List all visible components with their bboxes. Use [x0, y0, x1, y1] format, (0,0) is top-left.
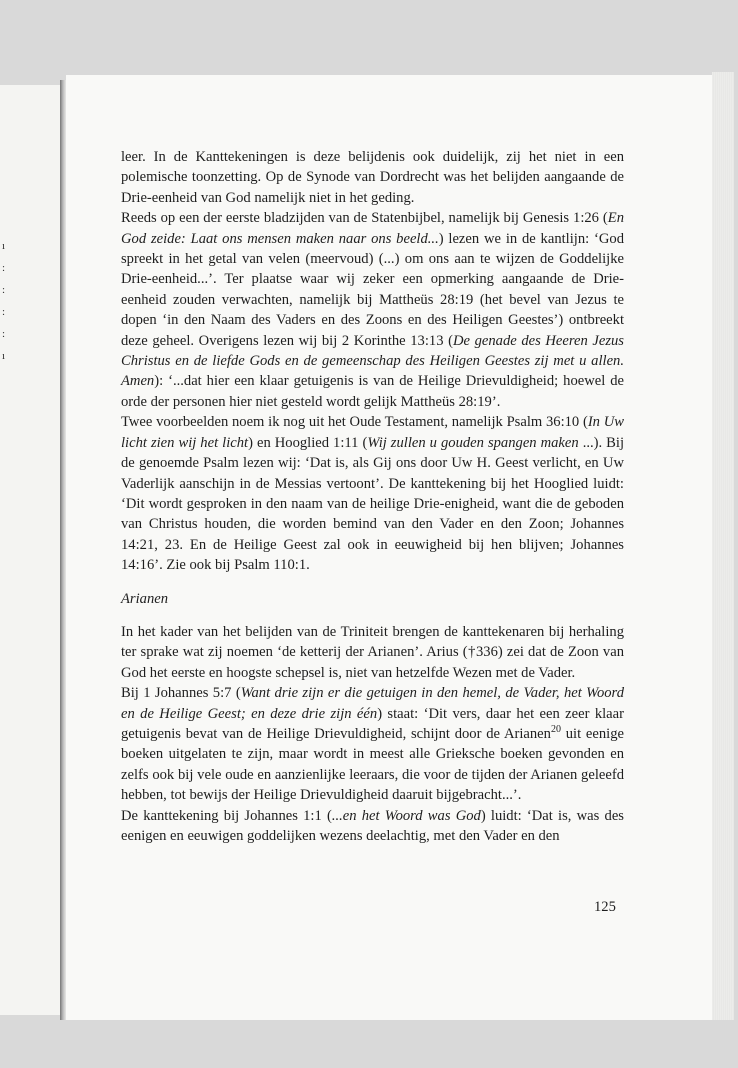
- text-run: leer. In de Kanttekeningen is deze belijdenis ook duidelijk, zij het niet in een polemische toonzetting. Op de Synode van Dordrecht was het belijden aangaande de Drie-eenheid van God namelijk niet in het geding.: [121, 149, 624, 206]
- text-run: ) en Hooglied 1:11 (: [248, 434, 368, 451]
- paragraph: [121, 683, 624, 805]
- text-run: ): ‘...dat hier een klaar getuigenis is van de Heilige Drievuldigheid; hoewel de orde der personen hier niet gesteld wordt gelijk Mattheüs 28:19’.: [121, 373, 624, 410]
- footnote-ref[interactable]: 20: [550, 724, 561, 736]
- text-run: Twee voorbeelden noem ik nog uit het Oude Testament, namelijk Psalm 36:10 (: [121, 414, 588, 431]
- text-run: ) staat: ‘Dit vers, daar het een zeer klaar getuigenis bevat van de Heilige Drievuldigheid, schijnt door de Arianen: [121, 705, 624, 742]
- text-run: De kanttekening bij Johannes 1:1 (: [121, 807, 332, 824]
- paragraph: [121, 622, 624, 683]
- italic-text: In Uw licht zien wij het licht: [121, 414, 624, 451]
- text-run: ) lezen we in de kantlijn: ‘God spreekt in het getal van velen (meervoud) (...) om ons aan te wijzen de Goddelijke Drie-eenheid...’. Ter plaatse waar wij zeker een opmerking aangaande de Drie-eenheid zouden verwachten, namelijk bij Mattheüs 28:19 (het bevel van Jezus te dopen ‘in den Naam des Vaders en des Zoons en des Heiligen Geestes’) ontbreekt deze geheel. Overigens lezen wij bij 2 Korinthe 13:13 (: [121, 230, 625, 349]
- text-run: In het kader van het belijden van de Triniteit brengen de kanttekenaren bij herhaling ter sprake wat zij noemen ‘de ketterij der Arianen’. Arius (†336) zei dat de Zoon van God het eerste en hoogste schepsel is, niet van hetzelfde Wezen met de Vader.: [121, 623, 624, 681]
- left-facing-page: [0, 85, 62, 1015]
- text-run: ) luidt: ‘Dat is, was des eenigen en eeuwigen goddelijken wezens deelachtig, met den Vader en den: [121, 807, 624, 844]
- italic-text: Wij zullen u gouden spangen maken: [367, 434, 579, 451]
- italic-text: ...en het Woord was God: [331, 807, 481, 824]
- text-run: uit eenige boeken uitgelaten te zijn, maar wordt in meest alle Grieksche boeken gevonden en zelfs ook bij vele oude en aanzienlijke leeraars, die voor de tijden der Arianen geleefd hebben, tot bewijs der Heilige Drievuldigheid daaruit bijgebracht...’.: [121, 725, 624, 804]
- paragraph: [121, 412, 624, 575]
- page-number: 125: [594, 899, 616, 915]
- left-page-fragment-marks: ı : : : : ı: [2, 240, 6, 362]
- page-edges: [712, 72, 734, 1020]
- paragraph: [121, 147, 624, 208]
- paragraph: [121, 208, 624, 412]
- section-heading: Arianen: [121, 590, 169, 607]
- italic-text: Want drie zijn er die getuigen in den hemel, de Vader, het Woord en de Heilige Geest; en deze drie zijn één: [121, 685, 624, 722]
- page-body: [121, 147, 624, 846]
- text-run: ...). Bij de genoemde Psalm lezen wij: ‘Dat is, als Gij ons door Uw H. Geest verlicht, en Uw Vaderlijk aanschijn in de Messias vertoont’. De kanttekening bij het Hooglied luidt: ‘Dit wordt gesproken in den naam van de heilige Drie-enigheid, want die de geboden van Christus houden, die worden bemind van den Vader en den Zoon; Johannes 14:21, 23. En de Heilige Geest zal ook in eeuwigheid bij hen blijven; Johannes 14:16’. Zie ook bij Psalm 110:1.: [121, 434, 624, 574]
- paragraph: [121, 806, 624, 847]
- text-run: Bij 1 Johannes 5:7 (: [121, 685, 241, 702]
- italic-text: De genade des Heeren Jezus Christus en de liefde Gods en de gemeenschap des Heiligen Geestes zij met u allen. Amen: [121, 332, 624, 390]
- text-run: Reeds op een der eerste bladzijden van de Statenbijbel, namelijk bij Genesis 1:26 (: [121, 210, 608, 227]
- italic-text: En God zeide: Laat ons mensen maken naar ons beeld...: [121, 210, 624, 247]
